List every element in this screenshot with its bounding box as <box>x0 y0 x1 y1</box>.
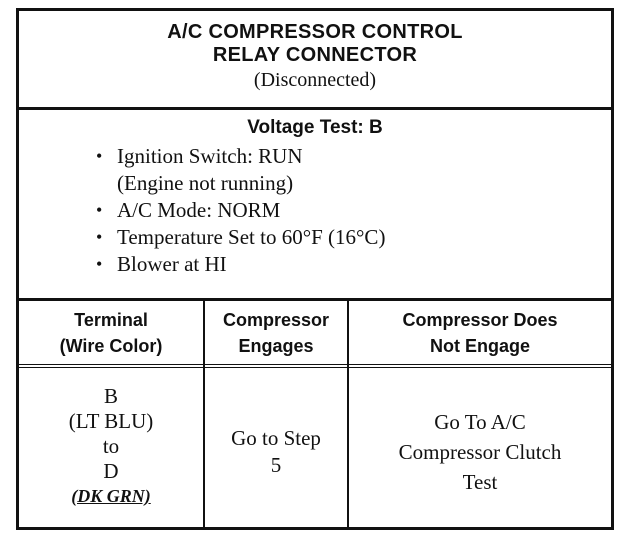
terminal-from-wire: (LT BLU) <box>68 409 154 433</box>
header-line: Not Engage <box>429 336 530 356</box>
condition-text: Blower at HI <box>117 252 227 276</box>
column-engages <box>205 298 349 527</box>
title-line-3: (Disconnected) <box>253 69 377 91</box>
condition-note: (Engine not running) <box>117 171 294 195</box>
bullet-icon: • <box>96 146 103 166</box>
column-header <box>349 298 611 368</box>
conditions-heading: Voltage Test: B <box>247 117 383 138</box>
conditions-section <box>19 107 611 301</box>
title-line-1: A/C COMPRESSOR CONTROL <box>167 21 463 43</box>
condition-text: Temperature Set to 60°F (16°C) <box>117 225 386 249</box>
condition-item <box>96 197 611 224</box>
bullet-icon: • <box>96 200 103 220</box>
not-engage-cell <box>349 376 611 527</box>
engages-step: 5 <box>270 452 282 477</box>
header-line: Compressor Does <box>402 310 558 330</box>
conditions-list <box>19 143 611 278</box>
condition-text: A/C Mode: NORM <box>117 198 281 222</box>
header-line: Engages <box>238 336 314 356</box>
terminal-to-word: to <box>102 434 120 458</box>
header-line: Terminal <box>74 310 148 330</box>
column-not-engage <box>349 298 611 527</box>
title-section <box>19 11 611 110</box>
condition-item <box>96 224 611 251</box>
engages-cell <box>205 376 347 527</box>
column-header <box>19 298 203 368</box>
header-line: (Wire Color) <box>59 336 163 356</box>
terminal-cell <box>19 376 203 527</box>
engages-text: Go to Step <box>231 425 321 450</box>
title-line-2: RELAY CONNECTOR <box>212 44 418 66</box>
condition-item <box>96 143 611 197</box>
not-engage-line: Go To A/C <box>434 409 526 434</box>
terminal-from: B <box>103 384 118 408</box>
column-terminal <box>19 298 205 527</box>
bullet-icon: • <box>96 227 103 247</box>
not-engage-line: Compressor Clutch <box>398 439 562 464</box>
condition-text: Ignition Switch: RUN <box>117 144 303 168</box>
results-table <box>19 298 611 527</box>
bullet-icon: • <box>96 254 103 274</box>
terminal-to-wire: (DK GRN) <box>71 486 151 506</box>
condition-item <box>96 251 611 278</box>
column-header <box>205 298 347 368</box>
test-chart <box>16 8 614 530</box>
header-line: Compressor <box>222 310 330 330</box>
not-engage-line: Test <box>462 469 498 494</box>
terminal-to: D <box>103 459 119 483</box>
